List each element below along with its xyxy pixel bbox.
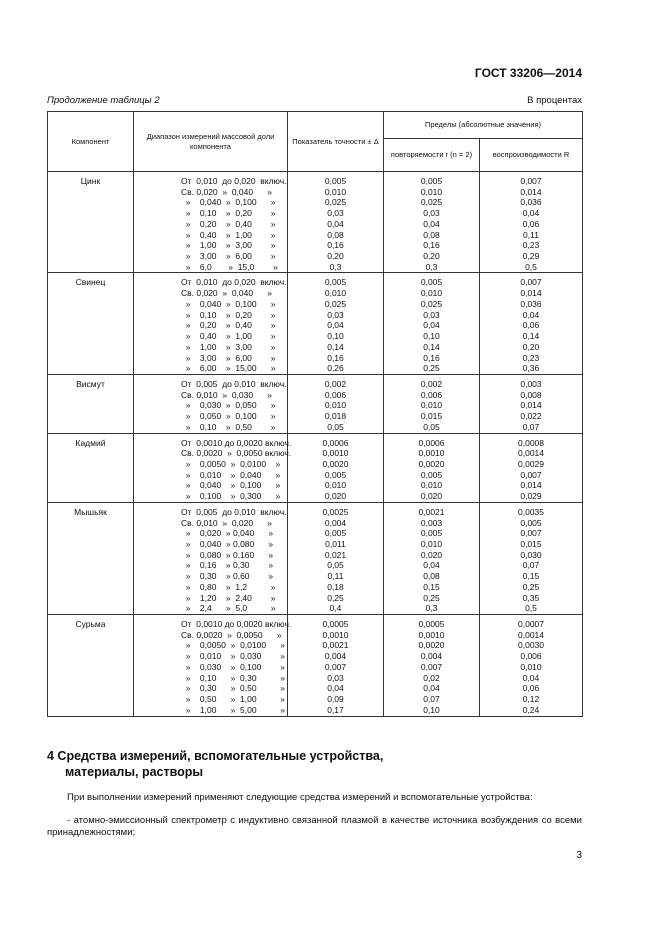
range-value: » 0,10 » 0,20 »: [181, 309, 276, 320]
range-value: » 0,10 » 0,50 »: [181, 421, 276, 432]
range-value: » 0,20 » 0,40 »: [181, 320, 276, 331]
range-value: » 0,010 » 0,040 »: [181, 469, 281, 480]
numeric-value: 0,15: [522, 571, 540, 582]
header-range: Диапазон измерений массовой доли компонента: [134, 112, 288, 172]
numeric-value: 0,036: [520, 197, 542, 208]
range-value: » 0,0050 » 0,0100 »: [181, 640, 285, 651]
numeric-value: 0,0008: [518, 437, 544, 448]
numeric-value: 0,005: [324, 277, 347, 288]
accuracy-cell: [288, 433, 384, 502]
reproducibility-cell: [480, 502, 583, 614]
range-value: От 0,005 до 0,010 включ.: [181, 506, 287, 517]
range-value: » 0,20 » 0,40 »: [181, 218, 276, 229]
numeric-value: 0,007: [420, 661, 443, 672]
numeric-value: 0,025: [324, 298, 347, 309]
numeric-value: 0,3: [425, 603, 438, 614]
accuracy-cell: [288, 615, 384, 716]
numeric-value: 0,03: [327, 309, 344, 320]
range-cell: [134, 172, 288, 273]
range-cell: [134, 615, 292, 716]
numeric-value: 0,11: [523, 229, 539, 240]
repeatability-cell: [384, 433, 480, 502]
numeric-value: 0,4: [329, 603, 342, 614]
range-value: » 6,0 » 15,0 »: [181, 261, 278, 272]
numeric-value: 0,010: [420, 539, 443, 549]
range-value: » 1,00 » 3,00 »: [181, 240, 276, 251]
range-cell: [134, 374, 288, 433]
reproducibility-cell: [480, 433, 583, 502]
numeric-value: 0,04: [327, 320, 344, 331]
table-row: [48, 273, 583, 374]
numeric-value: 0,10: [327, 331, 344, 342]
numeric-value: 0,011: [325, 539, 346, 549]
range-value: » 0,040 » 0,080 »: [181, 539, 274, 549]
numeric-value: 0,007: [520, 277, 542, 288]
numeric-value: 0,04: [327, 218, 344, 229]
numeric-value: 0,16: [327, 240, 344, 251]
numeric-value: 0,007: [520, 469, 542, 480]
numeric-value: 0,025: [420, 197, 443, 208]
range-value: » 0,10 » 0,20 »: [181, 208, 276, 219]
range-value: » 0,050 » 0,100 »: [181, 411, 276, 422]
paragraph: - атомно-эмиссионный спектрометр с индуктивно связанной плазмой в качестве источника возбуждения со всеми принадлежностями;: [47, 815, 582, 838]
component-name: Мышьяк: [48, 502, 134, 614]
component-name: Цинк: [48, 172, 134, 273]
numeric-value: 0,025: [324, 197, 347, 208]
numeric-value: 0,005: [324, 176, 347, 186]
range-value: » 0,30 » 0,50 »: [181, 683, 285, 694]
numeric-value: 0,25: [423, 363, 440, 374]
range-value: » 0,080 » 0,160 »: [181, 549, 274, 560]
section-heading: [47, 748, 383, 780]
accuracy-cell: [288, 273, 384, 374]
numeric-value: 0,010: [520, 661, 542, 672]
numeric-value: 0,010: [324, 186, 347, 197]
paragraph: При выполнении измерений применяют следующие средства измерений и вспомогательные устройства:: [67, 792, 533, 803]
numeric-value: 0,0005: [418, 619, 445, 630]
numeric-value: 0,005: [420, 277, 443, 288]
numeric-value: 0,005: [420, 176, 443, 186]
component-name: Кадмий: [48, 433, 134, 502]
component-name: Сурьма: [48, 615, 134, 716]
numeric-value: 0,04: [423, 683, 440, 694]
page-number: 3: [576, 850, 582, 861]
numeric-value: 0,030: [520, 549, 542, 560]
numeric-value: 0,0020: [322, 458, 349, 469]
numeric-value: 0,0020: [418, 458, 445, 469]
numeric-value: 0,015: [420, 411, 443, 422]
range-value: Св. 0,0020 » 0,0050 включ.: [181, 448, 292, 459]
numeric-value: 0,010: [324, 480, 347, 491]
numeric-value: 0,010: [324, 288, 347, 299]
numeric-value: 0,0010: [418, 629, 445, 640]
numeric-value: 0,04: [522, 208, 540, 219]
reproducibility-cell: [480, 273, 583, 374]
numeric-value: 0,0007: [518, 619, 544, 630]
numeric-value: 0,04: [522, 309, 540, 320]
numeric-value: 0,16: [423, 240, 440, 251]
range-value: Св. 0,0020 » 0,0050 »: [181, 629, 282, 640]
numeric-value: 0,10: [423, 704, 440, 715]
accuracy-cell: [288, 374, 384, 433]
numeric-value: 0,02: [423, 672, 440, 683]
numeric-value: 0,18: [327, 581, 344, 592]
numeric-value: 0,07: [522, 421, 540, 432]
numeric-value: 0,0021: [418, 506, 445, 517]
range-value: От 0,010 до 0,020 включ.: [181, 277, 287, 288]
section-heading-line2: материалы, растворы: [65, 765, 204, 779]
numeric-value: 0,003: [520, 378, 542, 389]
table-body: [48, 172, 583, 717]
numeric-value: 0,003: [420, 517, 443, 528]
numeric-value: 0,23: [522, 352, 540, 363]
numeric-value: 0,0035: [518, 506, 544, 517]
numeric-value: 0,26: [327, 363, 344, 374]
numeric-value: 0,007: [520, 176, 542, 186]
numeric-value: 0,03: [327, 208, 344, 219]
numeric-value: 0,10: [423, 331, 440, 342]
range-value: От 0,0010 до 0,0020 включ.: [181, 437, 292, 448]
numeric-value: 0,005: [420, 469, 443, 480]
document-code: ГОСТ 33206—2014: [474, 66, 582, 80]
numeric-value: 0,05: [423, 421, 440, 432]
numeric-value: 0,002: [420, 378, 443, 389]
range-cell: [134, 273, 288, 374]
range-value: » 0,16 » 0,30 »: [181, 560, 274, 571]
numeric-value: 0,06: [522, 218, 540, 229]
range-value: » 0,030 » 0,100 »: [181, 661, 285, 672]
range-value: » 0,80 » 1,2 »: [181, 581, 276, 592]
numeric-value: 0,005: [420, 528, 443, 539]
numeric-value: 0,007: [324, 661, 347, 672]
numeric-value: 0,010: [420, 480, 443, 491]
repeatability-cell: [384, 615, 480, 716]
numeric-value: 0,36: [522, 363, 540, 374]
numeric-value: 0,03: [423, 208, 440, 219]
numeric-value: 0,24: [522, 704, 540, 715]
range-value: » 0,40 » 1,00 »: [181, 331, 276, 342]
reproducibility-cell: [480, 172, 583, 273]
numeric-value: 0,020: [420, 491, 443, 502]
numeric-value: 0,04: [423, 218, 440, 229]
table-row: [48, 374, 583, 433]
numeric-value: 0,04: [522, 672, 540, 683]
numeric-value: 0,0014: [518, 629, 544, 640]
numeric-value: 0,005: [520, 517, 542, 528]
numeric-value: 0,0014: [518, 448, 544, 459]
numeric-value: 0,014: [520, 400, 542, 411]
accuracy-cell: [288, 172, 384, 273]
reproducibility-cell: [480, 374, 583, 433]
numeric-value: 0,06: [522, 683, 540, 694]
numeric-value: 0,0020: [418, 640, 445, 651]
table-row: [48, 172, 583, 273]
numeric-value: 0,5: [525, 261, 537, 272]
accuracy-cell: [288, 502, 384, 614]
numeric-value: 0,0029: [518, 458, 544, 469]
range-cell: [134, 433, 292, 502]
numeric-value: 0,010: [324, 400, 347, 411]
range-value: » 2,4 » 5,0 »: [181, 603, 276, 614]
range-value: » 0,30 » 0,60 »: [181, 571, 274, 582]
numeric-value: 0,004: [420, 651, 443, 662]
range-value: » 3,00 » 6,00 »: [181, 251, 276, 262]
numeric-value: 0,002: [324, 378, 347, 389]
numeric-value: 0,20: [327, 251, 344, 262]
numeric-value: 0,15: [423, 581, 440, 592]
numeric-value: 0,25: [522, 581, 540, 592]
numeric-value: 0,14: [423, 341, 440, 352]
numeric-value: 0,05: [327, 560, 344, 571]
numeric-value: 0,0006: [418, 437, 445, 448]
numeric-value: 0,35: [522, 592, 540, 603]
numeric-value: 0,020: [324, 491, 347, 502]
section-heading-line1: 4 Средства измерений, вспомогательные устройства,: [47, 749, 384, 763]
table-caption: Продолжение таблицы 2: [47, 95, 160, 106]
numeric-value: 0,0021: [322, 640, 349, 651]
range-value: » 0,040 » 0,100 »: [181, 298, 276, 309]
numeric-value: 0,05: [327, 421, 344, 432]
header-component: Компонент: [48, 112, 134, 172]
numeric-value: 0,006: [520, 651, 542, 662]
numeric-value: 0,014: [520, 186, 542, 197]
numeric-value: 0,010: [420, 288, 443, 299]
range-value: » 0,100 » 0,300 »: [181, 491, 281, 502]
numeric-value: 0,004: [324, 651, 347, 662]
numeric-value: 0,06: [522, 320, 540, 331]
numeric-value: 0,3: [425, 261, 438, 272]
numeric-value: 0,0010: [418, 448, 445, 459]
range-value: » 0,040 » 0,100 »: [181, 197, 276, 208]
numeric-value: 0,014: [520, 480, 542, 491]
numeric-value: 0,0030: [518, 640, 544, 651]
numeric-value: 0,04: [423, 320, 440, 331]
numeric-value: 0,25: [423, 592, 440, 603]
numeric-value: 0,25: [327, 592, 344, 603]
numeric-value: 0,08: [423, 229, 440, 240]
range-value: » 0,50 » 1,00 »: [181, 694, 285, 705]
numeric-value: 0,004: [324, 517, 347, 528]
numeric-value: 0,018: [324, 411, 347, 422]
numeric-value: 0,20: [522, 341, 540, 352]
numeric-value: 0,005: [324, 469, 347, 480]
header-accuracy: Показатель точности ± Δ: [288, 112, 384, 172]
numeric-value: 0,23: [522, 240, 540, 251]
numeric-value: 0,014: [520, 288, 542, 299]
range-value: От 0,005 до 0,010 включ.: [181, 378, 287, 389]
numeric-value: 0,025: [420, 298, 443, 309]
range-value: » 0,040 » 0,100 »: [181, 480, 281, 491]
numeric-value: 0,029: [520, 491, 542, 502]
numeric-value: 0,0005: [322, 619, 349, 630]
numeric-value: 0,07: [522, 560, 540, 571]
numeric-value: 0,005: [324, 528, 347, 539]
numeric-value: 0,03: [423, 309, 440, 320]
numeric-value: 0,008: [520, 389, 542, 400]
table-row: [48, 433, 583, 502]
measurement-table: [47, 111, 583, 717]
numeric-value: 0,29: [522, 251, 540, 262]
range-value: » 0,010 » 0,030 »: [181, 651, 285, 662]
numeric-value: 0,021: [324, 549, 347, 560]
numeric-value: 0,03: [327, 672, 344, 683]
numeric-value: 0,04: [327, 683, 344, 694]
numeric-value: 0,036: [520, 298, 542, 309]
numeric-value: 0,08: [423, 571, 440, 582]
numeric-value: 0,007: [520, 528, 542, 539]
repeatability-cell: [384, 172, 480, 273]
component-name: Висмут: [48, 374, 134, 433]
range-value: » 1,00 » 3,00 »: [181, 341, 276, 352]
range-value: » 0,10 » 0,30 »: [181, 672, 285, 683]
numeric-value: 0,04: [423, 560, 440, 571]
numeric-value: 0,0006: [322, 437, 349, 448]
header-repeatability: повторяемости r (n = 2): [384, 139, 480, 172]
range-cell: [134, 502, 288, 614]
numeric-value: 0,11: [327, 571, 344, 582]
numeric-value: 0,0010: [322, 448, 349, 459]
table-row: [48, 615, 583, 716]
numeric-value: 0,17: [327, 704, 344, 715]
numeric-value: 0,16: [423, 352, 440, 363]
table-units: В процентах: [527, 95, 582, 106]
range-value: От 0,0010 до 0,0020 включ.: [181, 619, 292, 630]
range-value: » 0,030 » 0,050 »: [181, 400, 276, 411]
range-value: Св. 0,020 » 0,040 »: [181, 288, 272, 299]
numeric-value: 0,006: [420, 389, 443, 400]
repeatability-cell: [384, 502, 480, 614]
numeric-value: 0,16: [327, 352, 344, 363]
range-value: Св. 0,010 » 0,020 »: [181, 517, 272, 528]
range-value: » 1,20 » 2,40 »: [181, 592, 276, 603]
numeric-value: 0,3: [329, 261, 342, 272]
numeric-value: 0,006: [324, 389, 347, 400]
range-value: От 0,010 до 0,020 включ.: [181, 176, 287, 186]
numeric-value: 0,14: [522, 331, 540, 342]
table-row: [48, 502, 583, 614]
numeric-value: 0,07: [423, 694, 440, 705]
range-value: » 0,0050 » 0,0100 »: [181, 458, 281, 469]
numeric-value: 0,0025: [322, 506, 349, 517]
numeric-value: 0,0010: [322, 629, 349, 640]
range-value: Св. 0,020 » 0,040 »: [181, 186, 272, 197]
numeric-value: 0,08: [327, 229, 344, 240]
header-reproducibility: воспроизводимости R: [480, 139, 583, 172]
range-value: » 0,020 » 0,040 »: [181, 528, 274, 539]
numeric-value: 0,12: [522, 694, 540, 705]
reproducibility-cell: [480, 615, 583, 716]
range-value: » 0,40 » 1,00 »: [181, 229, 276, 240]
range-value: » 1,00 » 5,00 »: [181, 704, 285, 715]
numeric-value: 0,015: [520, 539, 542, 549]
numeric-value: 0,020: [420, 549, 443, 560]
numeric-value: 0,20: [423, 251, 440, 262]
numeric-value: 0,09: [327, 694, 344, 705]
repeatability-cell: [384, 273, 480, 374]
range-value: » 3,00 » 6,00 »: [181, 352, 276, 363]
header-limits: Пределы (абсолютные значения): [384, 112, 583, 139]
numeric-value: 0,14: [327, 341, 344, 352]
range-value: Св. 0,010 » 0,030 »: [181, 389, 272, 400]
numeric-value: 0,010: [420, 400, 443, 411]
numeric-value: 0,022: [520, 411, 542, 422]
numeric-value: 0,5: [525, 603, 537, 614]
repeatability-cell: [384, 374, 480, 433]
numeric-value: 0,010: [420, 186, 443, 197]
component-name: Свинец: [48, 273, 134, 374]
range-value: » 6,00 » 15,00 »: [181, 363, 276, 374]
